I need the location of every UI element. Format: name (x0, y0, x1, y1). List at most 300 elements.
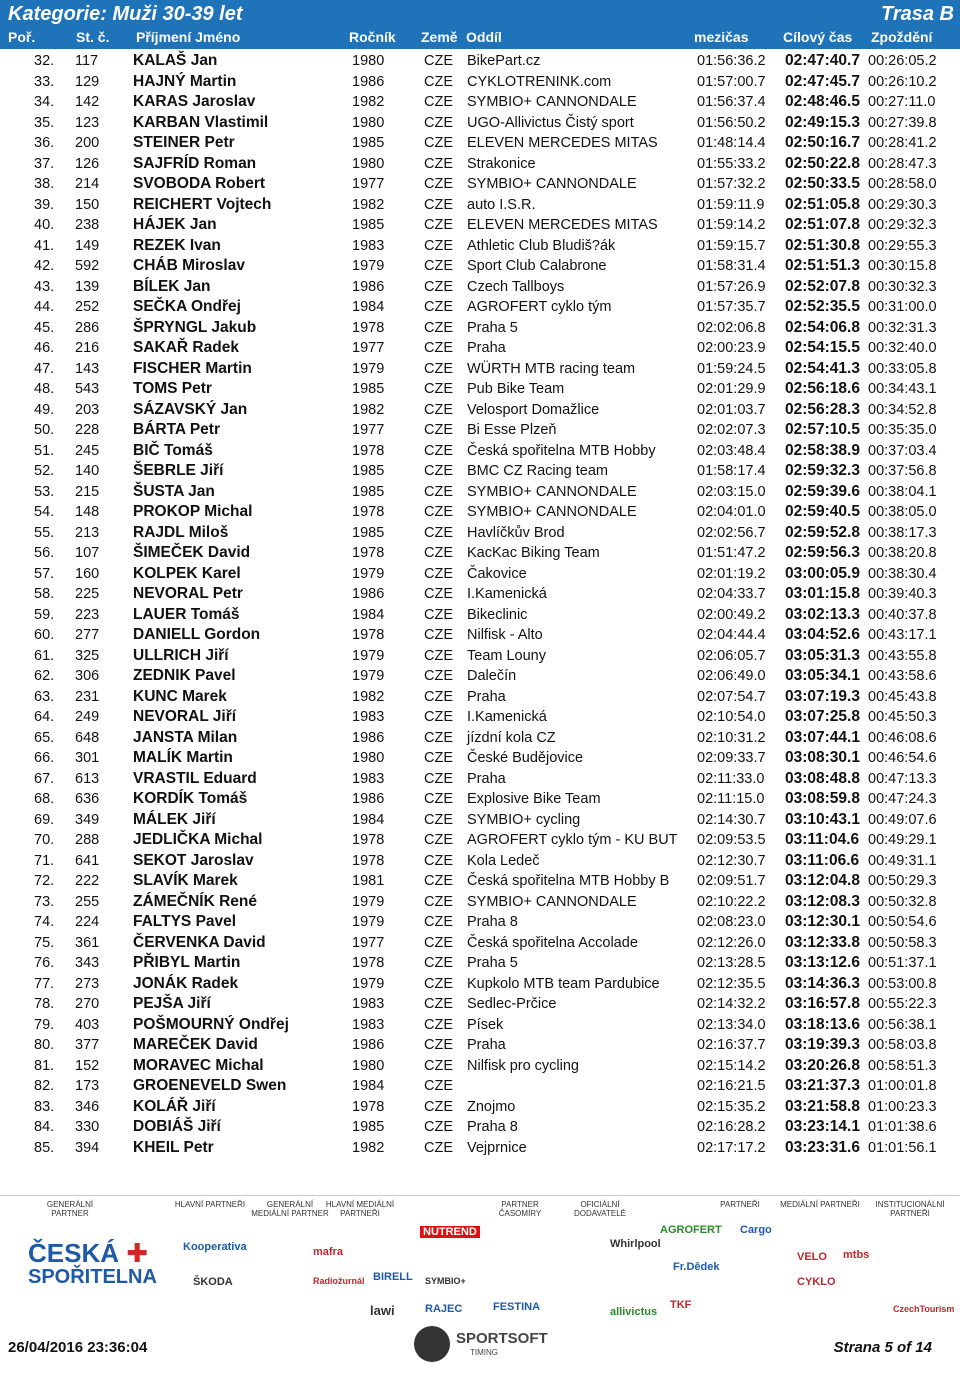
sponsor-label: PARTNEŘI (720, 1200, 760, 1209)
start-number: 270 (75, 996, 100, 1012)
club: I.Kamenická (467, 709, 547, 725)
time-behind: 00:35:35.0 (868, 422, 937, 438)
country: CZE (424, 53, 453, 69)
split-time: 02:10:31.2 (697, 729, 766, 746)
start-number: 129 (75, 73, 100, 90)
col-header-mezicas: mezičas (694, 29, 749, 45)
birth-year: 1980 (352, 53, 385, 69)
country: CZE (424, 114, 453, 131)
rank: 65. (34, 729, 55, 746)
split-time: 02:16:37.7 (697, 1037, 766, 1053)
time-behind: 00:38:04.1 (868, 483, 937, 500)
split-time: 02:03:15.0 (697, 483, 766, 500)
time-behind: 00:38:17.3 (868, 524, 937, 541)
birth-year: 1985 (352, 217, 385, 233)
finish-time: 03:16:57.8 (785, 995, 860, 1012)
split-time: 01:57:00.7 (697, 73, 766, 90)
split-time: 01:55:33.2 (697, 155, 766, 172)
rank: 76. (34, 955, 55, 971)
competitor-name: STEINER Petr (133, 134, 235, 151)
club: Kola Ledeč (467, 852, 540, 869)
finish-time: 02:48:46.5 (785, 93, 860, 110)
finish-time: 03:12:08.3 (785, 892, 860, 910)
sponsor-logo: NUTREND (420, 1226, 480, 1238)
country: CZE (424, 237, 453, 254)
birth-year: 1978 (352, 1098, 385, 1115)
finish-time: 02:51:05.8 (785, 195, 860, 213)
country: CZE (424, 176, 453, 192)
sponsor-label: OFICIÁLNÍ DODAVATELÉ (573, 1200, 626, 1218)
table-row (0, 565, 960, 586)
sponsor-label: MEDIÁLNÍ PARTNEŘI (780, 1200, 860, 1209)
birth-year: 1986 (352, 1037, 385, 1053)
competitor-name: BIČ Tomáš (133, 441, 213, 459)
rank: 57. (34, 565, 55, 582)
competitor-name: SEČKA Ondřej (133, 298, 241, 315)
club: auto I.S.R. (467, 196, 536, 213)
time-behind: 00:30:32.3 (868, 278, 937, 295)
time-behind: 00:26:10.2 (868, 73, 937, 90)
split-time: 02:00:49.2 (697, 606, 766, 623)
sponsor-logo: Cargo (740, 1224, 772, 1236)
table-row (0, 134, 960, 155)
competitor-name: SAJFRÍD Roman (133, 154, 257, 172)
competitor-name: ULLRICH Jiří (133, 646, 229, 664)
country: CZE (424, 299, 453, 315)
sponsor-label: GENERÁLNÍ MEDIÁLNÍ PARTNER (251, 1200, 329, 1218)
club: Strakonice (467, 155, 536, 172)
competitor-name: NEVORAL Petr (133, 585, 243, 602)
split-time: 02:01:29.9 (697, 381, 766, 397)
rank: 66. (34, 750, 55, 766)
sponsor-logo: FESTINA (493, 1301, 541, 1313)
finish-time: 02:50:16.7 (785, 134, 860, 151)
start-number: 249 (75, 709, 100, 725)
time-behind: 00:27:11.0 (868, 94, 936, 110)
rank: 38. (34, 176, 55, 192)
country: CZE (424, 155, 453, 172)
club: Havlíčkův Brod (467, 524, 565, 541)
birth-year: 1978 (352, 955, 385, 971)
time-behind: 00:43:17.1 (868, 627, 937, 643)
country: CZE (424, 627, 453, 643)
finish-time: 03:23:31.6 (785, 1138, 860, 1156)
birth-year: 1978 (352, 852, 385, 869)
rank: 63. (34, 688, 55, 705)
col-header-jmeno: Příjmení Jméno (136, 29, 241, 45)
birth-year: 1977 (352, 422, 385, 438)
start-number: 277 (75, 627, 100, 643)
start-number: 255 (75, 893, 100, 910)
start-number: 306 (75, 668, 100, 684)
start-number: 173 (75, 1078, 100, 1094)
split-time: 01:56:50.2 (697, 114, 766, 131)
table-row (0, 770, 960, 791)
sponsor-logo: Whirlpool (610, 1238, 661, 1250)
club: Bikeclinic (467, 606, 528, 623)
table-row (0, 749, 960, 770)
col-header-zeme: Země (421, 29, 458, 45)
competitor-name: JANSTA Milan (133, 728, 238, 746)
birth-year: 1980 (352, 114, 385, 131)
time-behind: 00:45:50.3 (868, 709, 937, 725)
competitor-name: PEJŠA Jiří (133, 995, 211, 1012)
table-row (0, 954, 960, 975)
finish-time: 02:49:15.3 (785, 113, 860, 131)
rank: 59. (34, 606, 55, 623)
time-behind: 00:46:54.6 (868, 750, 937, 766)
table-row (0, 544, 960, 565)
time-behind: 00:29:30.3 (868, 196, 937, 213)
start-number: 107 (75, 545, 100, 561)
birth-year: 1984 (352, 606, 385, 623)
competitor-name: CHÁB Miroslav (133, 257, 245, 274)
time-behind: 00:30:15.8 (868, 258, 937, 274)
sponsor-logo: VELO (797, 1251, 827, 1263)
country: CZE (424, 1098, 453, 1115)
sponsor-label: PARTNER ČASOMÍRY (498, 1200, 542, 1218)
club: Nilfisk pro cycling (467, 1057, 579, 1074)
time-behind: 00:29:55.3 (868, 237, 937, 254)
club: Česká spořitelna MTB Hobby (467, 442, 656, 459)
sponsor-label: HLAVNÍ MEDIÁLNÍ PARTNEŘI (325, 1200, 395, 1218)
club: AGROFERT cyklo tým - KU BUT (467, 832, 678, 848)
birth-year: 1982 (352, 1139, 385, 1156)
split-time: 02:02:56.7 (697, 524, 766, 541)
competitor-name: KUNC Marek (133, 687, 227, 705)
rank: 58. (34, 586, 55, 602)
col-header-rocnik: Ročník (349, 29, 396, 45)
birth-year: 1980 (352, 155, 385, 172)
finish-time: 03:11:06.6 (785, 851, 860, 869)
country: CZE (424, 996, 453, 1012)
sponsor-logo: Kooperativa (183, 1241, 247, 1253)
start-number: 214 (75, 176, 100, 192)
competitor-name: POŠMOURNÝ Ondřej (133, 1015, 289, 1033)
start-number: 223 (75, 606, 100, 623)
sportsoft-brand: SPORTSOFT (456, 1330, 548, 1347)
competitor-name: LAUER Tomáš (133, 605, 240, 623)
title-bar (0, 0, 960, 30)
split-time: 02:04:33.7 (697, 586, 766, 602)
birth-year: 1978 (352, 504, 385, 520)
category-title: Kategorie: Muži 30-39 let (8, 3, 243, 25)
country: CZE (424, 483, 453, 500)
country: CZE (424, 1119, 453, 1135)
split-time: 02:01:19.2 (697, 565, 766, 582)
start-number: 117 (75, 53, 99, 69)
club: SYMBIO+ CANNONDALE (467, 94, 637, 110)
split-time: 02:04:44.4 (697, 627, 766, 643)
table-row (0, 1036, 960, 1057)
table-row (0, 380, 960, 401)
table-row (0, 175, 960, 196)
table-row (0, 585, 960, 606)
country: CZE (424, 770, 453, 787)
rank: 73. (34, 893, 55, 910)
finish-time: 03:19:39.3 (785, 1036, 860, 1053)
competitor-name: ŠEBRLE Jiří (133, 462, 224, 479)
country: CZE (424, 791, 453, 807)
results-table (0, 52, 960, 1159)
split-time: 02:03:48.4 (697, 442, 766, 459)
time-behind: 00:43:55.8 (868, 647, 937, 664)
club: ELEVEN MERCEDES MITAS (467, 217, 658, 233)
split-time: 02:02:06.8 (697, 319, 766, 336)
country: CZE (424, 832, 453, 848)
club: Praha 8 (467, 914, 518, 930)
split-time: 02:08:23.0 (697, 914, 766, 930)
column-header-row (0, 29, 960, 49)
birth-year: 1979 (352, 975, 385, 992)
table-row (0, 934, 960, 955)
competitor-name: ŠPRYNGL Jakub (133, 318, 257, 336)
finish-time: 02:51:07.8 (785, 216, 860, 233)
rank: 64. (34, 709, 55, 725)
club: BikePart.cz (467, 53, 541, 69)
birth-year: 1983 (352, 237, 385, 254)
sponsor-logo: ŠKODA (193, 1276, 233, 1288)
split-time: 02:11:15.0 (697, 791, 765, 807)
country: CZE (424, 258, 453, 274)
col-header-oddil: Oddíl (466, 29, 502, 45)
table-row (0, 257, 960, 278)
time-behind: 00:49:29.1 (868, 832, 937, 848)
split-time: 01:59:24.5 (697, 360, 766, 377)
table-row (0, 1016, 960, 1037)
time-behind: 00:38:20.8 (868, 545, 937, 561)
birth-year: 1985 (352, 483, 385, 500)
sponsor-label: HLAVNÍ PARTNEŘI (174, 1200, 246, 1209)
club: Kupkolo MTB team Pardubice (467, 975, 660, 992)
competitor-name: VRASTIL Eduard (133, 769, 257, 787)
start-number: 150 (75, 196, 100, 213)
competitor-name: ZEDNIK Pavel (133, 667, 236, 684)
competitor-name: KHEIL Petr (133, 1138, 214, 1156)
finish-time: 02:59:52.8 (785, 523, 860, 541)
club: SYMBIO+ CANNONDALE (467, 483, 637, 500)
sponsor-logo: TKF (670, 1299, 692, 1311)
competitor-name: SLAVÍK Marek (133, 872, 238, 889)
rank: 80. (34, 1037, 55, 1053)
split-time: 02:14:32.2 (697, 996, 766, 1012)
start-number: 149 (75, 237, 100, 254)
start-number: 213 (75, 524, 100, 541)
table-row (0, 708, 960, 729)
table-row (0, 790, 960, 811)
country: CZE (424, 278, 453, 295)
finish-time: 02:51:51.3 (785, 257, 860, 274)
start-number: 252 (75, 299, 100, 315)
split-time: 02:09:33.7 (697, 750, 766, 766)
club: Praha (467, 770, 506, 787)
rank: 60. (34, 627, 55, 643)
start-number: 343 (75, 955, 100, 971)
competitor-name: MAREČEK David (133, 1036, 258, 1053)
time-behind: 00:32:40.0 (868, 340, 937, 356)
finish-time: 02:52:07.8 (785, 277, 860, 295)
table-row (0, 155, 960, 176)
competitor-name: JEDLIČKA Michal (133, 831, 263, 848)
finish-time: 03:08:48.8 (785, 769, 860, 787)
start-number: 143 (75, 360, 100, 377)
competitor-name: TOMS Petr (133, 380, 212, 397)
competitor-name: ŠIMEČEK David (133, 544, 251, 561)
finish-time: 02:54:06.8 (785, 318, 860, 336)
table-row (0, 1057, 960, 1078)
finish-time: 03:08:59.8 (785, 790, 860, 807)
club: Pub Bike Team (467, 381, 565, 397)
table-row (0, 196, 960, 217)
finish-time: 02:56:28.3 (785, 400, 860, 418)
country: CZE (424, 914, 453, 930)
split-time: 01:48:14.4 (697, 135, 766, 151)
competitor-name: HÁJEK Jan (133, 216, 217, 233)
time-behind: 00:26:05.2 (868, 53, 937, 69)
birth-year: 1986 (352, 586, 385, 602)
sponsor-logo: allivictus (610, 1306, 658, 1318)
sponsor-logo: mafra (313, 1246, 343, 1258)
birth-year: 1986 (352, 73, 385, 90)
birth-year: 1980 (352, 1057, 385, 1074)
country: CZE (424, 442, 453, 459)
split-time: 01:59:14.2 (697, 217, 766, 233)
birth-year: 1977 (352, 176, 385, 192)
country: CZE (424, 1139, 453, 1156)
rank: 35. (34, 114, 55, 131)
rank: 37. (34, 155, 55, 172)
split-time: 02:12:35.5 (697, 975, 766, 992)
country: CZE (424, 1078, 453, 1094)
start-number: 361 (75, 934, 100, 951)
rank: 51. (34, 442, 55, 459)
start-number: 139 (75, 278, 100, 295)
birth-year: 1982 (352, 688, 385, 705)
rank: 48. (34, 381, 55, 397)
finish-time: 03:12:30.1 (785, 913, 860, 930)
start-number: 286 (75, 319, 100, 336)
table-row (0, 216, 960, 237)
table-row (0, 913, 960, 934)
sponsor-logo: CYKLO (797, 1276, 836, 1288)
sponsor-logo: Radiožurnál (313, 1276, 365, 1286)
country: CZE (424, 340, 453, 356)
sponsor-logo: CzechTourism (893, 1304, 955, 1314)
start-number: 325 (75, 647, 100, 664)
club: SYMBIO+ CANNONDALE (467, 504, 637, 520)
finish-time: 03:00:05.9 (785, 564, 860, 582)
sponsor-logo: lawi (370, 1303, 395, 1318)
competitor-name: KOLÁŘ Jiří (133, 1097, 216, 1115)
table-row (0, 442, 960, 463)
time-behind: 00:33:05.8 (868, 360, 937, 377)
start-number: 225 (75, 586, 100, 602)
club: SYMBIO+ CANNONDALE (467, 893, 637, 910)
rank: 53. (34, 483, 55, 500)
start-number: 301 (75, 750, 100, 766)
sportsoft-logo-icon (414, 1326, 450, 1362)
country: CZE (424, 1037, 453, 1053)
page-number: Strana 5 of 14 (833, 1339, 932, 1356)
club: I.Kamenická (467, 586, 547, 602)
competitor-name: REICHERT Vojtech (133, 195, 272, 213)
table-row (0, 462, 960, 483)
sponsor-label: GENERÁLNÍ PARTNER (46, 1200, 94, 1218)
competitor-name: PŘIBYL Martin (133, 954, 241, 971)
competitor-name: REZEK Ivan (133, 236, 221, 254)
time-behind: 00:45:43.8 (868, 688, 937, 705)
split-time: 02:12:26.0 (697, 934, 766, 951)
club: WÜRTH MTB racing team (467, 360, 636, 377)
club: Bi Esse Plzeň (467, 422, 557, 438)
club: Písek (467, 1016, 504, 1033)
finish-time: 03:02:13.3 (785, 605, 860, 623)
finish-time: 02:59:40.5 (785, 503, 860, 520)
table-row (0, 401, 960, 422)
finish-time: 03:07:25.8 (785, 708, 860, 725)
table-row (0, 872, 960, 893)
competitor-name: ŠUSTA Jan (133, 482, 215, 500)
split-time: 02:06:05.7 (697, 647, 766, 664)
birth-year: 1984 (352, 811, 385, 828)
table-row (0, 237, 960, 258)
club: Praha (467, 340, 506, 356)
time-behind: 00:49:31.1 (868, 852, 937, 869)
rank: 33. (34, 73, 55, 90)
rank: 39. (34, 196, 55, 213)
club: Česká spořitelna Accolade (467, 934, 638, 951)
finish-time: 03:14:36.3 (785, 974, 860, 992)
country: CZE (424, 1057, 453, 1074)
finish-time: 03:11:04.6 (785, 831, 860, 848)
rank: 78. (34, 996, 55, 1012)
start-number: 148 (75, 504, 100, 520)
birth-year: 1978 (352, 627, 385, 643)
rank: 52. (34, 463, 55, 479)
rank: 83. (34, 1098, 55, 1115)
start-number: 349 (75, 811, 100, 828)
birth-year: 1978 (352, 832, 385, 848)
country: CZE (424, 934, 453, 951)
club: Praha 8 (467, 1119, 518, 1135)
rank: 44. (34, 299, 55, 315)
time-behind: 00:47:24.3 (868, 791, 937, 807)
birth-year: 1980 (352, 750, 385, 766)
country: CZE (424, 381, 453, 397)
start-number: 222 (75, 873, 100, 889)
country: CZE (424, 422, 453, 438)
rank: 61. (34, 647, 55, 664)
split-time: 02:13:34.0 (697, 1016, 766, 1033)
split-time: 01:58:31.4 (697, 258, 766, 274)
table-row (0, 852, 960, 873)
start-number: 216 (75, 340, 100, 356)
sponsor-logo: mtbs (843, 1249, 870, 1261)
rank: 50. (34, 422, 55, 438)
rank: 77. (34, 975, 55, 992)
rank: 81. (34, 1057, 55, 1074)
start-number: 648 (75, 729, 100, 746)
club: Vejprnice (467, 1139, 527, 1156)
time-behind: 01:00:01.8 (868, 1078, 937, 1094)
finish-time: 02:54:15.5 (785, 339, 860, 356)
table-row (0, 1098, 960, 1119)
table-row (0, 503, 960, 524)
birth-year: 1983 (352, 770, 385, 787)
time-behind: 00:50:58.3 (868, 934, 937, 951)
competitor-name: PROKOP Michal (133, 503, 253, 520)
finish-time: 02:59:39.6 (785, 482, 860, 500)
